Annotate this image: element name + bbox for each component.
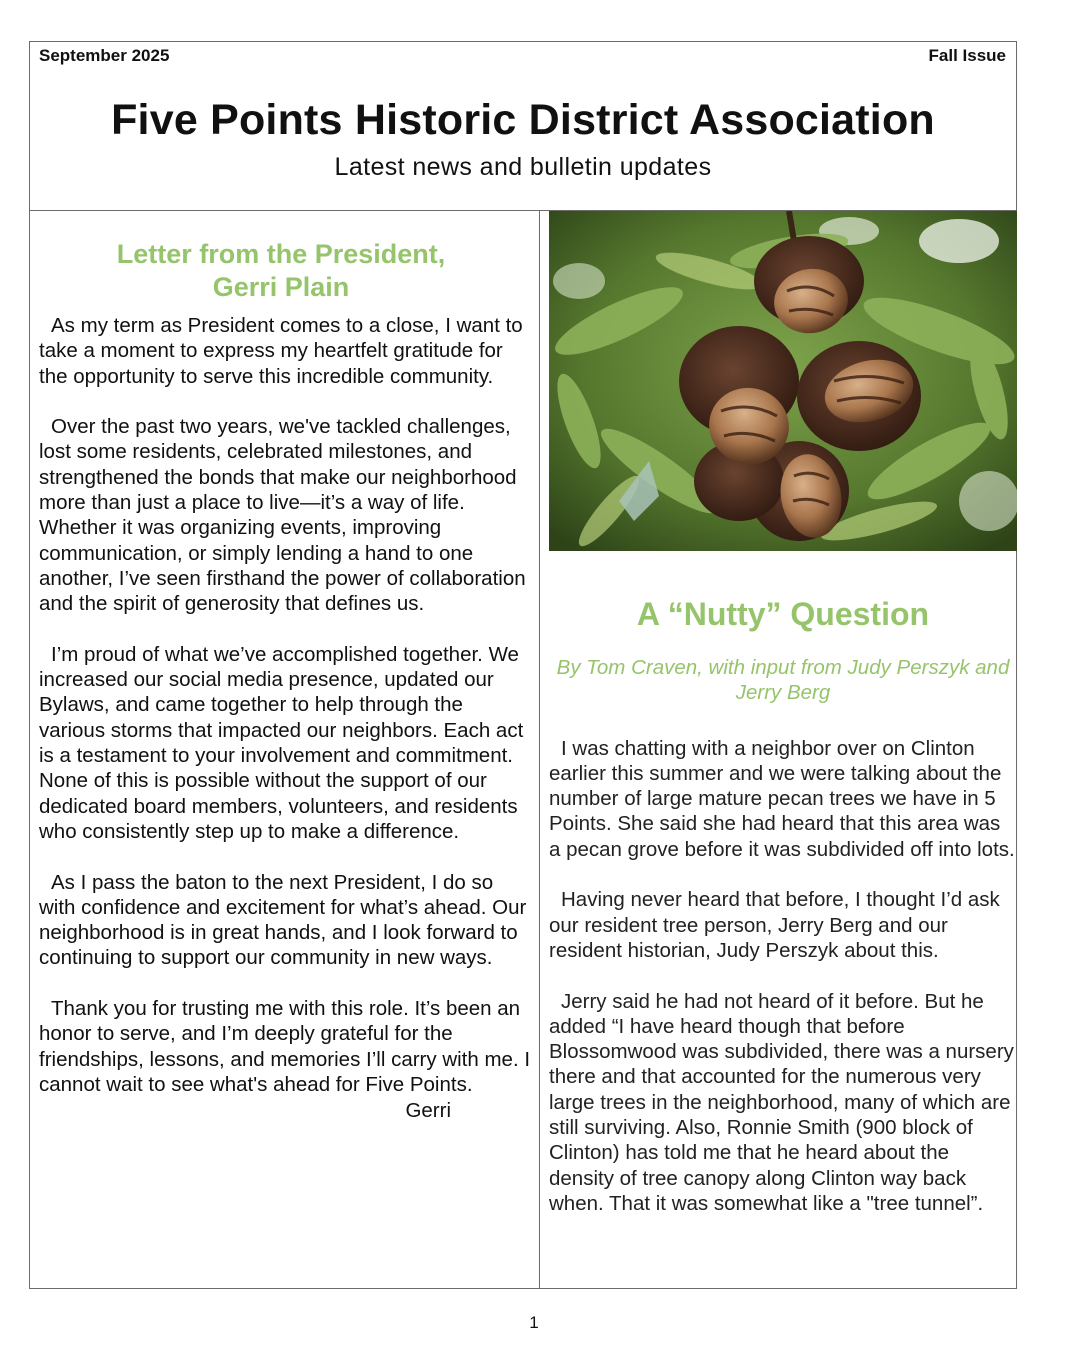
letter-paragraph: Over the past two years, we've tackled challenges, lost some residents, celebrated milestones, and strengthened the bonds that make our neighborhood more than just a place to live—it’s a way of life. Whether it was organizing events, improving communication, or simply lending a hand to one another, I’ve seen firsthand the power of collaboration and the spirit of generosity that defines us. (39, 415, 526, 616)
issue-date: September 2025 (39, 46, 170, 65)
letter-heading-line1: Letter from the President, (116, 239, 446, 269)
president-letter-column (39, 238, 531, 1123)
letter-paragraph: Thank you for trusting me with this role. It’s been an honor to serve, and I’m deeply grateful for the friendships, lessons, and memories I’ll carry with me. I cannot wait to see what's ahead for Five Points. (39, 997, 531, 1096)
article-paragraph: I was chatting with a neighbor over on Clinton earlier this summer and we were talking about the number of large mature pecan trees we have in 5 Points. She said she had heard that this area was a pecan grove before it was subdivided off into lots. (549, 736, 1015, 861)
masthead (30, 42, 1016, 211)
newsletter-title: Five Points Historic District Association (111, 96, 935, 144)
column-divider (539, 211, 540, 1289)
letter-body (39, 313, 531, 1097)
article-paragraph: Having never heard that before, I thought I’d ask our resident tree person, Jerry Berg and our resident historian, Judy Perszyk about this. (549, 888, 1000, 962)
article-body (549, 736, 1017, 1217)
letter-heading (31, 238, 531, 304)
letter-paragraph: As I pass the baton to the next President, I do so with confidence and excitement for what’s ahead. Our neighborhood is in great hands, and I look forward to continuing to support our community in new ways. (39, 870, 527, 970)
article-heading: A “Nutty” Question (636, 596, 930, 632)
nutty-question-column (549, 211, 1017, 1216)
pecan-photo (549, 211, 1017, 551)
letter-paragraph: As my term as President comes to a close, I want to take a moment to express my heartfelt gratitude for the opportunity to serve this incredible community. (39, 314, 523, 388)
newsletter-page-frame (29, 41, 1017, 1289)
page-number: 1 (529, 1313, 539, 1332)
letter-heading-line2: Gerri Plain (212, 272, 350, 302)
article-byline: By Tom Craven, with input from Judy Perszyk and Jerry Berg (556, 656, 1010, 705)
article-paragraph: Jerry said he had not heard of it before. But he added “I have heard though that before Blossomwood was subdivided, there was a nursery there and that accounted for the numerous very large trees in the neighborhood, many of which are still surviving. Also, Ronnie Smith (900 block of Clinton) has told me that he heard about the density of tree canopy along Clinton way back when. That it was somewhat like a "tree tunnel”. (549, 989, 1014, 1215)
letter-paragraph: I’m proud of what we’ve accomplished together. We increased our social media presence, updated our Bylaws, and came together to help through the various storms that impacted our neighbors. Each act is a testament to your involvement and commitment. None of this is possible without the support of our dedicated board members, volunteers, and residents who consistently step up to make a difference. (39, 642, 524, 843)
letter-signature: Gerri (405, 1098, 451, 1122)
newsletter-subtitle: Latest news and bulletin updates (334, 153, 712, 181)
issue-label: Fall Issue (928, 46, 1006, 65)
